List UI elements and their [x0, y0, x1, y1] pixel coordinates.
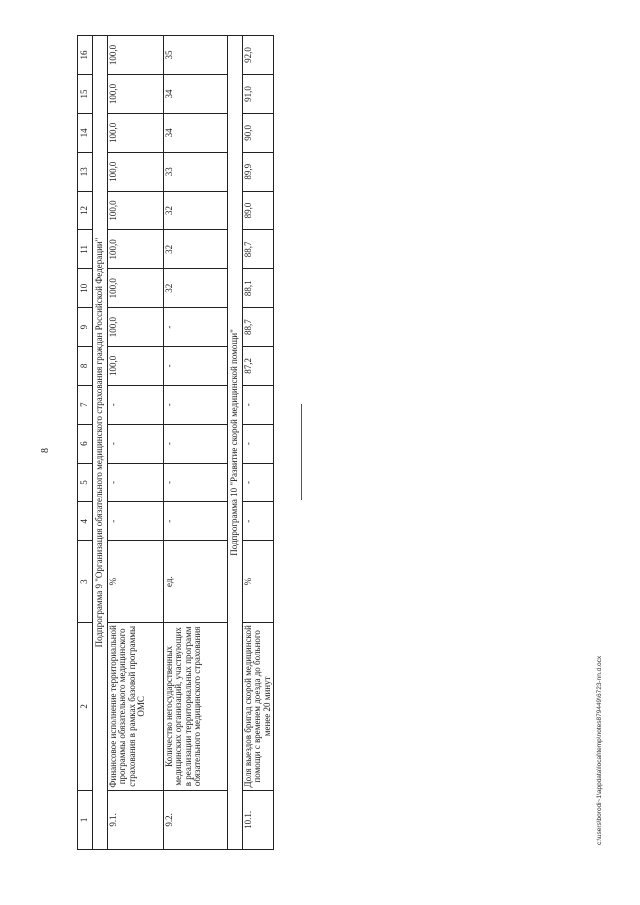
- value-cell: -: [108, 463, 164, 502]
- value-cell: 100,0: [108, 113, 164, 152]
- value-cell: 90,0: [243, 113, 274, 152]
- value-cell: 100,0: [108, 346, 164, 385]
- value-cell: -: [164, 385, 228, 424]
- column-header: 4: [78, 502, 93, 541]
- column-header: 1: [78, 790, 93, 849]
- column-header: 12: [78, 191, 93, 230]
- value-cell: 88,1: [243, 269, 274, 308]
- unit-cell: %: [243, 541, 274, 623]
- indicator-name: Доля выездов бригад скорой медицинской помощи с временем доезда до больного менее 20 минут: [243, 623, 274, 791]
- indicator-name: Финансовое исполнение территориальной программы обязательного медицинского страхования в рамках базовой программы ОМС: [108, 623, 164, 791]
- value-cell: 100,0: [108, 75, 164, 114]
- column-header: 6: [78, 424, 93, 463]
- value-cell: 34: [164, 75, 228, 114]
- value-cell: -: [164, 463, 228, 502]
- value-cell: -: [108, 502, 164, 541]
- value-cell: 34: [164, 113, 228, 152]
- indicators-table: [77, 35, 274, 850]
- unit-cell: %: [108, 541, 164, 623]
- subprogram-heading-row: [228, 36, 243, 850]
- value-cell: 35: [164, 36, 228, 75]
- value-cell: -: [243, 502, 274, 541]
- column-header: 15: [78, 75, 93, 114]
- indicators-table-container: [77, 35, 272, 850]
- column-header: 10: [78, 269, 93, 308]
- page-number: 8: [40, 448, 51, 453]
- value-cell: -: [243, 385, 274, 424]
- value-cell: 87,2: [243, 346, 274, 385]
- value-cell: 32: [164, 269, 228, 308]
- value-cell: 100,0: [108, 152, 164, 191]
- file-path-footer: c:\users\borodi~1\appdata\local\temp\notes879449\6723-nn.d.ocx: [596, 655, 603, 845]
- column-number-row: [78, 36, 93, 850]
- column-header: 11: [78, 230, 93, 269]
- column-header: 16: [78, 36, 93, 75]
- value-cell: 88,7: [243, 308, 274, 347]
- value-cell: 100,0: [108, 191, 164, 230]
- subprogram-10-title: Подпрограмма 10 "Развитие скорой медицинской помощи": [228, 36, 243, 850]
- divider-line: [301, 404, 302, 500]
- column-header: 5: [78, 463, 93, 502]
- column-header: 14: [78, 113, 93, 152]
- value-cell: 100,0: [108, 308, 164, 347]
- column-header: 2: [78, 623, 93, 791]
- value-cell: 89,0: [243, 191, 274, 230]
- subprogram-9-title: Подпрограмма 9 "Организация обязательного медицинского страхования граждан Российской Федерации": [93, 36, 108, 850]
- value-cell: 100,0: [108, 230, 164, 269]
- value-cell: 33: [164, 152, 228, 191]
- table-row: [164, 36, 228, 850]
- value-cell: 32: [164, 191, 228, 230]
- table-row: [243, 36, 274, 850]
- value-cell: 100,0: [108, 36, 164, 75]
- subprogram-heading-row: [93, 36, 108, 850]
- value-cell: 32: [164, 230, 228, 269]
- value-cell: -: [243, 424, 274, 463]
- value-cell: 89,9: [243, 152, 274, 191]
- column-header: 9: [78, 308, 93, 347]
- value-cell: 91,0: [243, 75, 274, 114]
- column-header: 13: [78, 152, 93, 191]
- value-cell: 100,0: [108, 269, 164, 308]
- value-cell: -: [108, 424, 164, 463]
- value-cell: -: [164, 502, 228, 541]
- value-cell: -: [108, 385, 164, 424]
- unit-cell: ед.: [164, 541, 228, 623]
- value-cell: -: [164, 346, 228, 385]
- row-number: 10.1.: [243, 790, 274, 849]
- value-cell: -: [164, 424, 228, 463]
- indicator-name: Количество негосударственных медицинских организаций, участвующих в реализации территориальных программ обязательного медицинского страхования: [164, 623, 228, 791]
- column-header: 7: [78, 385, 93, 424]
- row-number: 9.2.: [164, 790, 228, 849]
- value-cell: -: [164, 308, 228, 347]
- value-cell: 88,7: [243, 230, 274, 269]
- row-number: 9.1.: [108, 790, 164, 849]
- value-cell: 92,0: [243, 36, 274, 75]
- value-cell: -: [243, 463, 274, 502]
- column-header: 8: [78, 346, 93, 385]
- column-header: 3: [78, 541, 93, 623]
- table-row: [108, 36, 164, 850]
